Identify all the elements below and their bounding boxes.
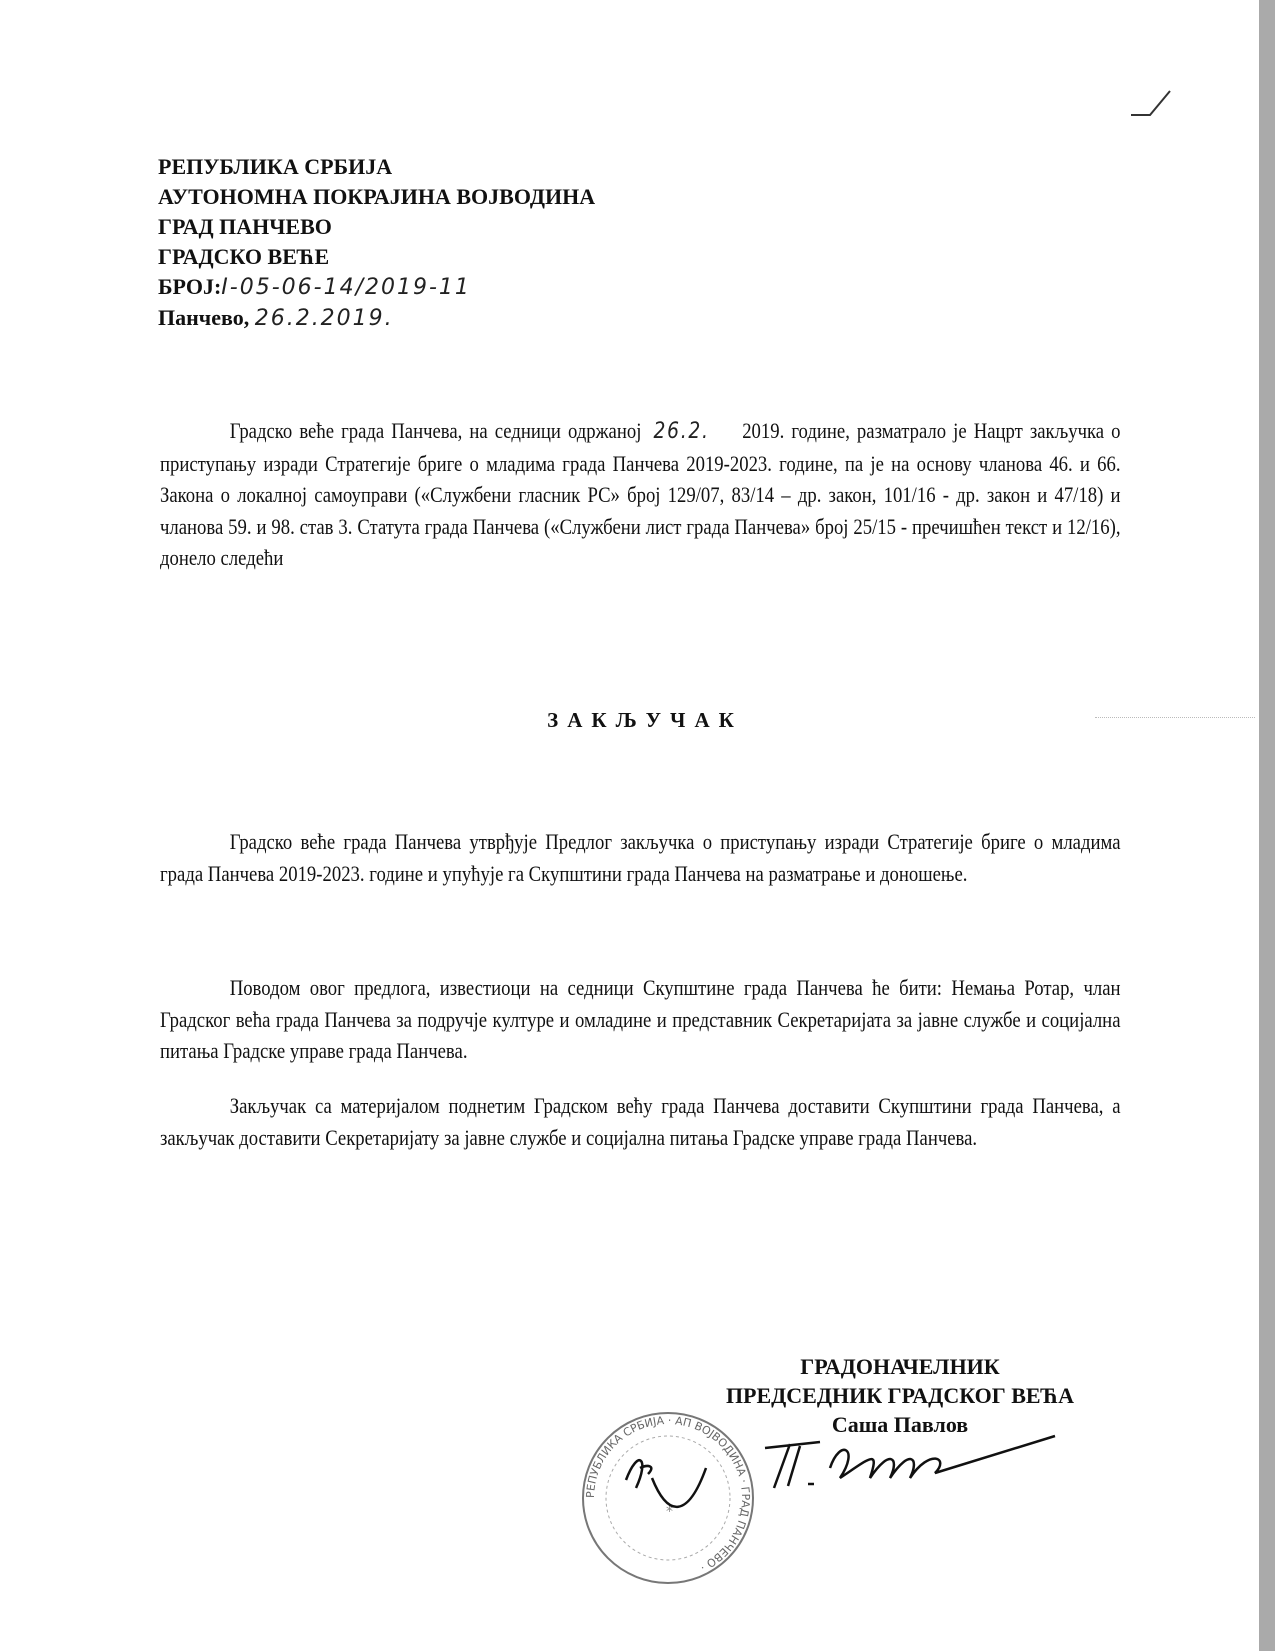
svg-text:РЕПУБЛИКА СРБИЈА · АП ВОЈВОДИН: РЕПУБЛИКА СРБИЈА · АП ВОЈВОДИНА · ГРАД ПАНЧЕВО ·	[583, 1413, 753, 1575]
signatory-title: ПРЕДСЕДНИК ГРАДСКОГ ВЕЋА	[725, 1383, 1075, 1408]
signatory-name: Саша Павлов	[831, 1412, 969, 1437]
header-line: АУТОНОМНА ПОКРАЈИНА ВОЈВОДИНА	[158, 184, 596, 209]
scan-artifact	[1095, 717, 1255, 718]
handwritten-session-date: 26.2.	[653, 419, 710, 444]
signatory-title: ГРАДОНАЧЕЛНИК	[800, 1354, 1000, 1379]
document-number: БРОЈ:I-05-06-14/2019-11	[158, 274, 471, 300]
header-line: ГРАДСКО ВЕЋЕ	[158, 244, 330, 269]
handwritten-date: 26.2.2019.	[254, 306, 394, 331]
handwritten-signature	[760, 1428, 1060, 1498]
body-paragraph: Закључак са материјалом поднетим Градском већу града Панчева доставити Скупштини града Панчева, а закључак доставити Секретаријату за јавне службе и социјална питања Градске управе града Панчева.	[160, 1093, 1121, 1150]
header-line: ГРАД ПАНЧЕВО	[158, 214, 332, 239]
check-mark-icon	[1128, 85, 1188, 125]
header-line: РЕПУБЛИКА СРБИЈА	[158, 154, 393, 179]
document-header	[158, 152, 595, 334]
handwritten-number: I-05-06-14/2019-11	[221, 275, 471, 300]
body-paragraph: Поводом овог предлога, известиоци на седници Скупштине града Панчева ће бити: Немања Ротар, члан Градског већа града Панчева за подручје културе и омладине и представник Секретаријата за јавне службе и социјална питања Градске управе града Панчева.	[160, 975, 1121, 1063]
intro-paragraph: Градско веће града Панчева, на седници одржаној 26.2. 2019. године, разматрало је Нацрт закључка о приступању изради Стратегије бриге о младима града Панчева 2019-2023. године, па је на основу чланова 46. и 66. Закона о локалној самоуправи («Службени гласник РС» број 129/07, 83/14 – др. закон, 101/16 - др. закон и 47/18) и чланова 59. и 98. став 3. Статута града Панчева («Службени лист града Панчева» број 25/15 - пречишћен текст и 12/16), донело следећи	[160, 418, 1121, 570]
body-paragraph: Градско веће града Панчева утврђује Предлог закључка о приступању изради Стратегије бриге о младима града Панчева 2019-2023. године и упућује га Скупштини града Панчева на разматрање и доношење.	[160, 829, 1121, 886]
document-place-date: Панчево, 26.2.2019.	[158, 305, 394, 331]
signature-block	[690, 1352, 1110, 1439]
svg-text:*: *	[666, 1504, 673, 1520]
document-title: ЗАКЉУЧАК	[547, 708, 743, 732]
scan-edge	[1259, 0, 1275, 1651]
